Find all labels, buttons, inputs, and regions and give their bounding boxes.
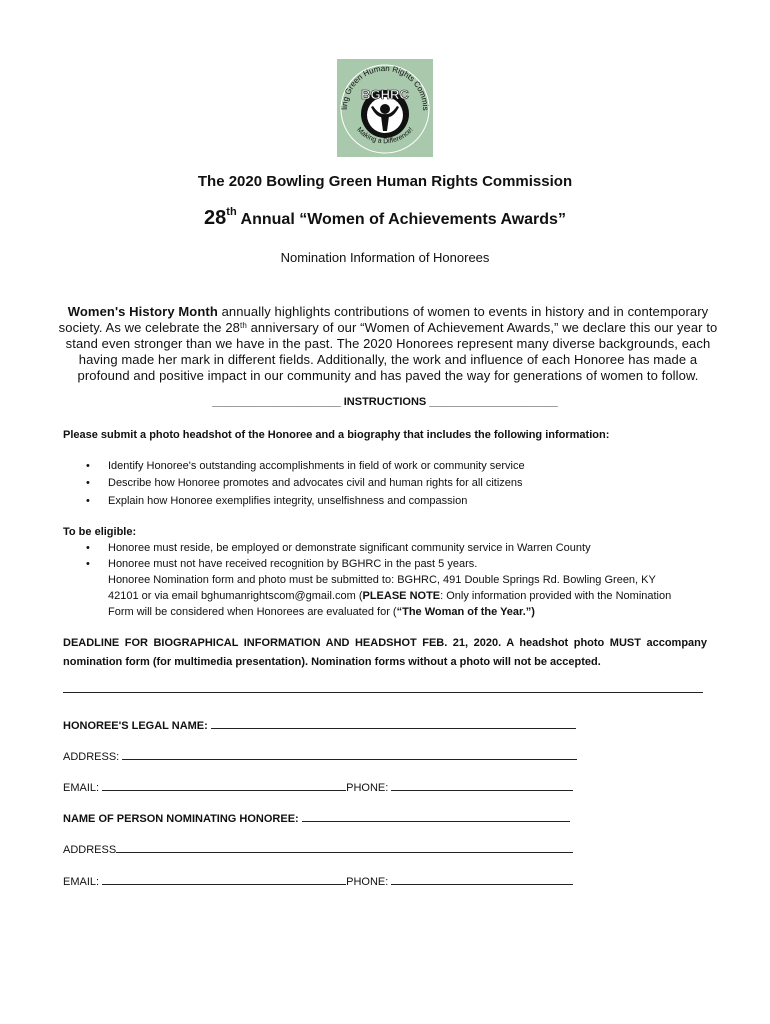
phone-field[interactable] [391, 779, 573, 791]
instruction-item: Identify Honoree's outstanding accomplishments in field of work or community service [108, 460, 525, 472]
nominator-address-label: ADDRESS [63, 844, 117, 856]
logo-graphic [337, 59, 433, 157]
submit-line-2 [108, 590, 671, 602]
phone-label: PHONE: [346, 782, 392, 794]
email-label: EMAIL: [63, 782, 103, 794]
bullet-dot: • [86, 558, 90, 570]
nominator-email-field[interactable] [102, 873, 346, 885]
nominator-label: NAME OF PERSON NOMINATING HONOREE: [63, 813, 302, 825]
submit-line-1: Honoree Nomination form and photo must be submitted to: BGHRC, 491 Double Springs Rd. Bowling Green, KY [108, 574, 656, 586]
section-divider [63, 692, 703, 693]
page-subtitle: Nomination Information of Honorees [280, 250, 490, 265]
nominator-email-label: EMAIL: [63, 876, 103, 888]
address-label: ADDRESS: [63, 751, 123, 763]
eligibility-item: Honoree must not have received recognition by BGHRC in the past 5 years. [108, 558, 478, 570]
page-title: The 2020 Bowling Green Human Rights Commission [197, 173, 573, 190]
submit-line-2a: 42101 or via email bghumanrightscom@gmail.com ( [108, 590, 363, 602]
submit-line-3 [108, 606, 535, 618]
instruction-item: Explain how Honoree exemplifies integrity, unselfishness and compassion [108, 495, 468, 507]
instructions-lead: Please submit a photo headshot of the Honoree and a biography that includes the following information: [63, 429, 610, 441]
intro-lead: Women's History Month [67, 304, 218, 319]
submit-line-3a: Form will be considered when Honorees are evaluated for ( [108, 606, 397, 618]
honoree-name-row [63, 717, 576, 732]
deadline-line-2: nomination form (for multimedia presentation). Nomination forms without a photo will not be accepted. [63, 656, 601, 668]
instructions-heading: _____________________ INSTRUCTIONS _____________________ [212, 396, 558, 408]
nominator-phone-label: PHONE: [346, 876, 392, 888]
nominator-row [63, 810, 570, 825]
address-field[interactable] [122, 748, 577, 760]
nominator-address-field[interactable] [116, 841, 573, 853]
honoree-name-label: HONOREE'S LEGAL NAME: [63, 720, 211, 732]
bullet-dot: • [86, 495, 90, 507]
logo-motto: Making a Difference! [355, 126, 415, 146]
nominator-email-phone-row [63, 873, 573, 888]
intro-sup: th [240, 321, 247, 330]
eligibility-item: Honoree must reside, be employed or demonstrate significant community service in Warren County [108, 542, 591, 554]
bullet-dot: • [86, 542, 90, 554]
bullet-dot: • [86, 477, 90, 489]
logo-acronym: BGHRC [361, 87, 409, 102]
intro-text-b: anniversary of our “Women of Achievement Awards,” we declare this our year to stand even stronger than we have in the past. The 2020 Honorees represent many diverse backgrounds, each having made her mark in different fields. Additionally, the work and influence of each Honoree has made a profound and positive impact in our community and has paved the way for generations of women to follow. [65, 320, 718, 383]
bullet-dot: • [86, 460, 90, 472]
award-name: Annual “Women of Achievements Awards” [240, 211, 566, 228]
bghrc-logo [337, 59, 433, 157]
award-number: 28 [204, 207, 227, 229]
eligibility-heading: To be eligible: [63, 526, 137, 538]
nominator-field[interactable] [302, 810, 570, 822]
deadline-line-1: DEADLINE FOR BIOGRAPHICAL INFORMATION AND HEADSHOT FEB. 21, 2020. A headshot photo MUST accompany [63, 637, 707, 649]
please-note: PLEASE NOTE [362, 590, 441, 602]
logo-arc-text: ling Green Human Rights Commis [339, 63, 431, 111]
nominator-phone-field[interactable] [391, 873, 573, 885]
email-field[interactable] [102, 779, 346, 791]
address-row [63, 748, 577, 763]
email-phone-row [63, 779, 573, 794]
honoree-name-field[interactable] [211, 717, 576, 729]
award-suffix: th [226, 205, 237, 218]
nominator-address-row [63, 841, 573, 856]
intro-paragraph [58, 304, 718, 384]
woman-of-the-year: “The Woman of the Year.”) [396, 606, 535, 618]
submit-line-2b: : Only information provided with the Nomination [440, 590, 672, 602]
instruction-item: Describe how Honoree promotes and advocates civil and human rights for all citizens [108, 477, 523, 489]
award-title [0, 207, 770, 230]
intro-text-a: annually highlights contributions of women to events in history and in contemporary society. As we celebrate the 28 [58, 304, 709, 335]
